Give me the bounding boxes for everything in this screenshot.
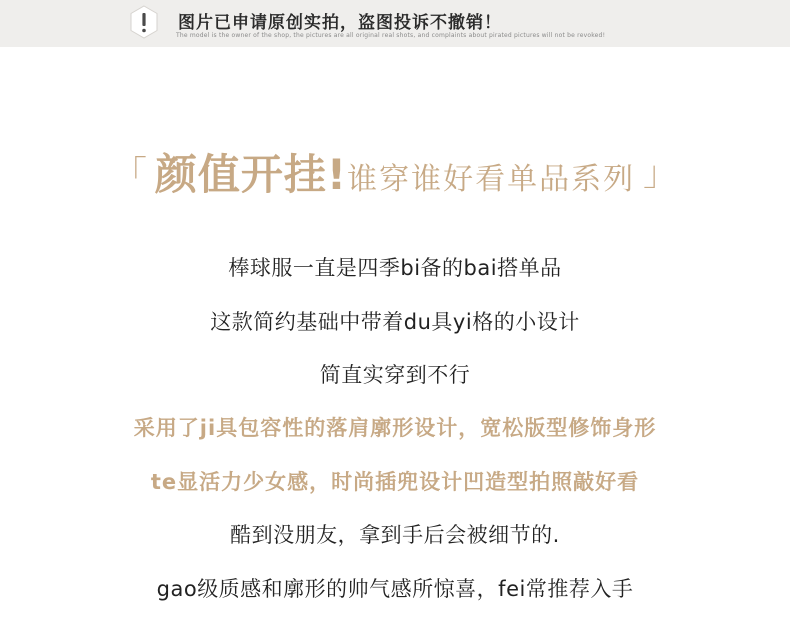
description-line-3: 简直实穿到不行 bbox=[319, 363, 471, 387]
headline-sub: 谁穿谁好看单品系列 bbox=[347, 162, 636, 197]
description-line-2: 这款简约基础中带着du具yi格的小设计 bbox=[210, 310, 580, 334]
copyright-notice-bar bbox=[0, 0, 790, 47]
headline-bracket-right: 」 bbox=[643, 154, 678, 194]
description-line-5-highlight: te显活力少女感，时尚插兜设计凹造型拍照敲好看 bbox=[150, 470, 640, 494]
exclamation-badge-icon bbox=[129, 5, 159, 39]
description-line-6: 酷到没朋友，拿到手后会被细节的. bbox=[230, 523, 560, 547]
notice-subtitle: The model is the owner of the shop, the pictures are all original real shots, and complaints about pirated pictures will not be revoked! bbox=[176, 32, 606, 39]
description-line-4-highlight: 采用了ji具包容性的落肩廓形设计，宽松版型修饰身形 bbox=[133, 416, 657, 440]
headline-main: 颜值开挂! bbox=[154, 150, 348, 199]
description-line-1: 棒球服一直是四季bi备的bai搭单品 bbox=[228, 256, 562, 280]
headline bbox=[0, 142, 790, 202]
description-line-7: gao级质感和廓形的帅气感所惊喜，fei常推荐入手 bbox=[156, 577, 634, 601]
headline-bracket-left: 「 bbox=[112, 154, 147, 194]
notice-title: 图片已申请原创实拍，盗图投诉不撤销！ bbox=[178, 13, 502, 33]
